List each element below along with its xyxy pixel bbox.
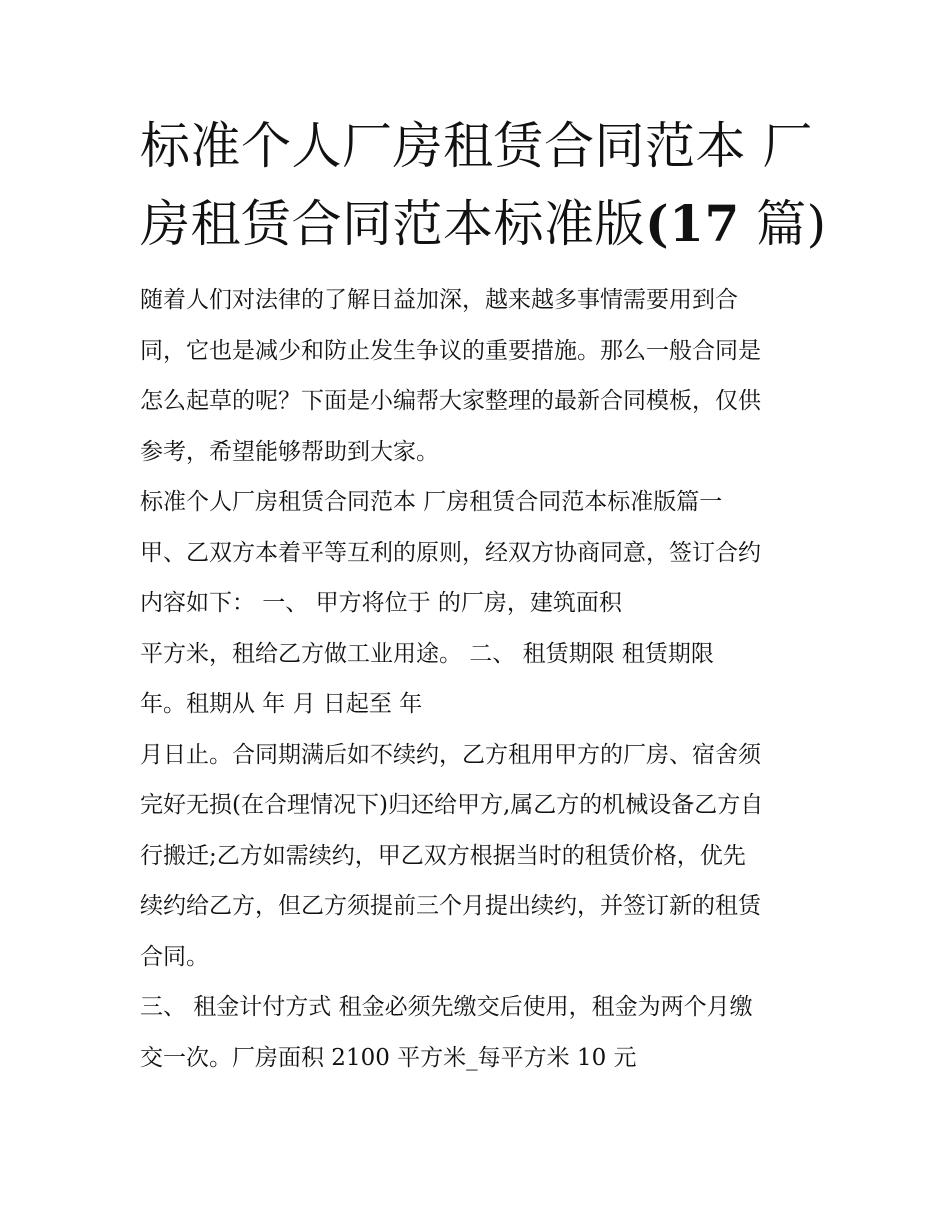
body-line: 参考，希望能够帮助到大家。	[140, 438, 439, 465]
section-heading-line: 标准个人厂房租赁合同范本 厂房租赁合同范本标准版篇一	[140, 489, 723, 515]
title-line-2-main: 房租赁合同范本标准版	[140, 195, 645, 253]
document-title	[140, 108, 827, 263]
document-body	[140, 275, 820, 1083]
body-line: 完好无损(在合理情况下)归还给甲方,属乙方的机械设备乙方自	[140, 792, 764, 818]
body-line: 月日止。合同期满后如不续约，乙方租用甲方的厂房、宿舍须	[140, 741, 761, 768]
body-line: 合同。	[140, 943, 209, 970]
body-line: 平方米，租给乙方做工业用途。 二、 租赁期限 租赁期限	[140, 640, 714, 667]
document-page	[140, 108, 827, 1083]
body-line: 行搬迁;乙方如需续约，甲乙双方根据当时的租赁价格，优先	[140, 842, 746, 869]
body-line: 甲、乙双方本着平等互利的原则，经双方协商同意，签订合约	[140, 539, 761, 566]
title-line-2-count: (17	[645, 194, 740, 253]
body-line: 同，它也是减少和防止发生争议的重要措施。那么一般合同是	[140, 337, 761, 364]
body-line: 年。租期从 年 月 日起至 年	[140, 691, 423, 717]
body-line: 随着人们对法律的了解日益加深，越来越多事情需要用到合	[140, 287, 738, 313]
title-line-2-end: 篇)	[739, 195, 827, 253]
body-line: 内容如下： 一、 甲方将位于 的厂房，建筑面积	[140, 590, 622, 616]
body-line: 续约给乙方，但乙方须提前三个月提出续约，并签订新的租赁	[140, 893, 761, 919]
title-line-2	[140, 185, 827, 263]
body-line: 交一次。厂房面积 2100 平方米_每平方米 10 元	[140, 1044, 637, 1071]
body-line: 三、 租金计付方式 租金必须先缴交后使用，租金为两个月缴	[140, 994, 753, 1020]
body-line: 怎么起草的呢？下面是小编帮大家整理的最新合同模板，仅供	[140, 388, 761, 414]
title-line-1: 标准个人厂房租赁合同范本 厂	[140, 117, 813, 175]
